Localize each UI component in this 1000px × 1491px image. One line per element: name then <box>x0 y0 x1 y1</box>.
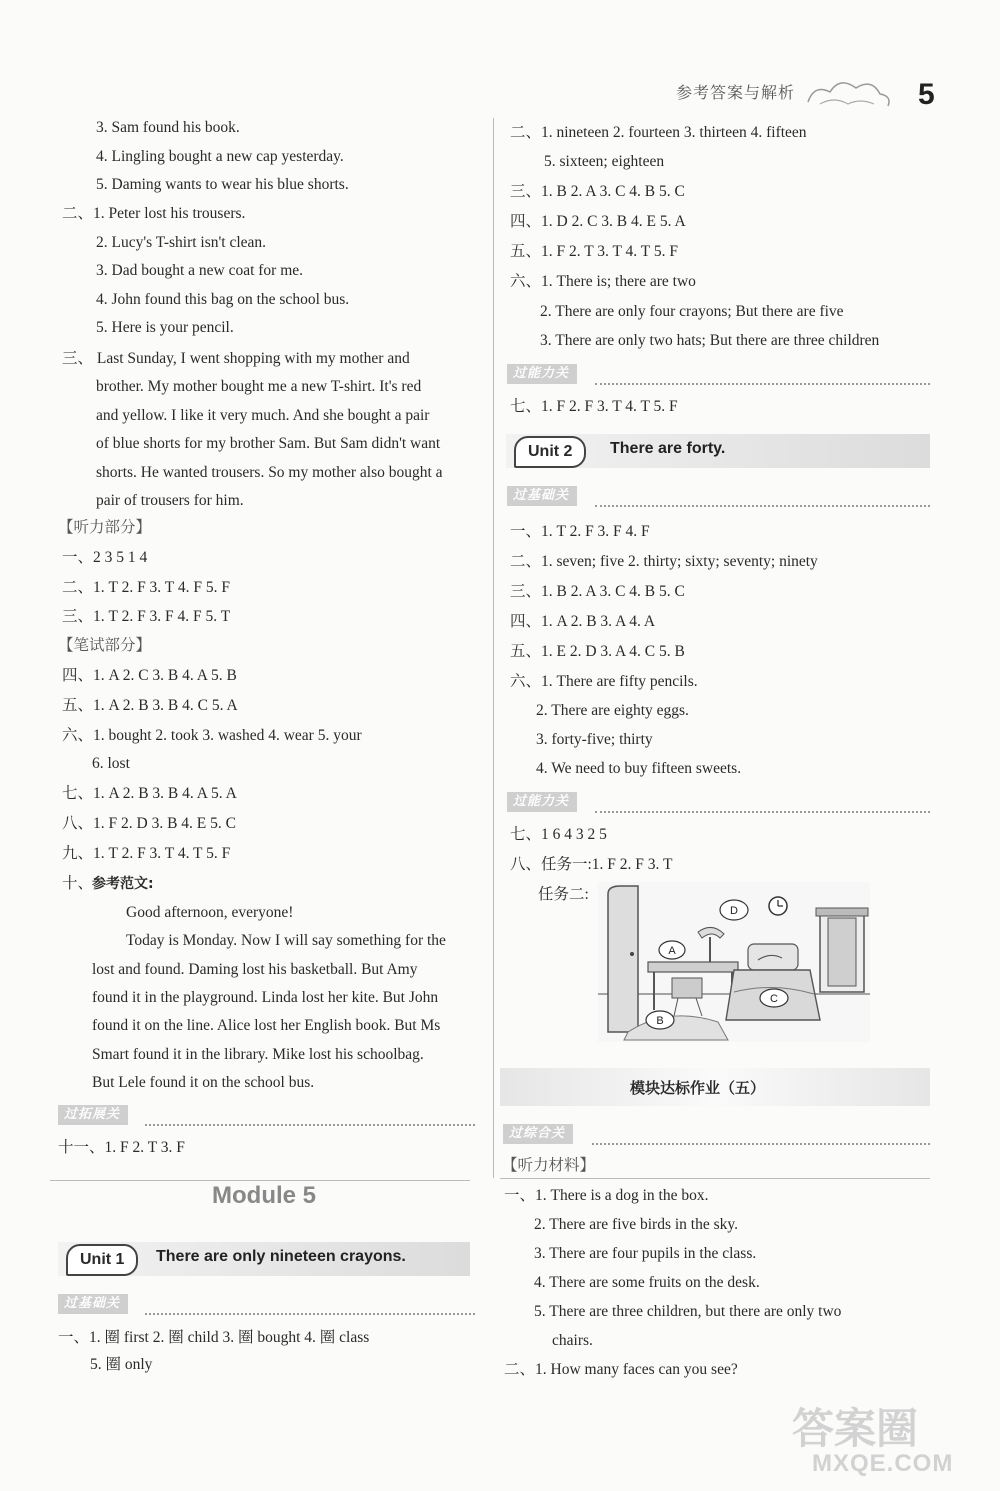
answer-line: 四、1. A 2. C 3. B 4. A 5. B <box>62 667 237 684</box>
badge-comprehensive: 过综合关 <box>503 1124 573 1144</box>
written-section-label: 【笔试部分】 <box>58 637 152 654</box>
answer-line: 二、1. seven; five 2. thirty; sixty; seventy; ninety <box>510 553 818 570</box>
paragraph-line: and yellow. I like it very much. And she bought a pair <box>96 407 430 424</box>
essay-line: Good afternoon, everyone! <box>126 904 294 921</box>
answer-line: 3. There are only two hats; But there are three children <box>540 332 880 349</box>
answer-line: 一、1. T 2. F 3. F 4. F <box>510 523 650 540</box>
answer-line: 三、1. B 2. A 3. C 4. B 5. C <box>510 183 685 200</box>
essay-line: lost and found. Daming lost his basketball. But Amy <box>92 961 418 978</box>
answer-line: 八、任务一:1. F 2. F 3. T <box>510 856 673 873</box>
answer-line: 6. lost <box>92 755 130 772</box>
answer-line: 2. Lucy's T-shirt isn't clean. <box>96 234 267 251</box>
answer-line: 3. Dad bought a new coat for me. <box>96 262 304 279</box>
paragraph-line: shorts. He wanted trousers. So my mother also bought a <box>96 464 443 481</box>
section-number: 十、 <box>62 875 94 892</box>
unit-header <box>58 1242 470 1276</box>
picture-label-c: C <box>770 993 778 1005</box>
answer-line: 一、2 3 5 1 4 <box>62 549 148 566</box>
answer-line: 十一、1. F 2. T 3. F <box>58 1139 185 1156</box>
material-line: 2. There are five birds in the sky. <box>534 1216 739 1233</box>
answer-line: 5. 圈 only <box>90 1356 153 1373</box>
answer-line: 二、1. T 2. F 3. T 4. F 5. F <box>62 579 230 596</box>
answer-line: 五、1. E 2. D 3. A 4. C 5. B <box>510 643 685 660</box>
page-number: 5 <box>918 78 935 111</box>
picture-label-d: D <box>730 905 738 917</box>
answer-line: 五、1. F 2. T 3. T 4. T 5. F <box>510 243 678 260</box>
unit-header <box>506 434 930 468</box>
header-title: 参考答案与解析 <box>676 83 796 102</box>
answer-line: 2. There are only four crayons; But there are five <box>540 303 844 320</box>
material-line: 4. There are some fruits on the desk. <box>534 1274 760 1291</box>
unit-title: There are forty. <box>610 440 726 457</box>
module-test-title: 模块达标作业（五） <box>630 1079 766 1097</box>
answer-line: 四、1. A 2. B 3. A 4. A <box>510 613 656 630</box>
answer-line: 3. forty-five; thirty <box>536 731 653 748</box>
dotted-divider <box>145 1124 475 1126</box>
unit-label: Unit 1 <box>66 1244 138 1276</box>
essay-line: Today is Monday. Now I will say something for the <box>126 932 446 949</box>
cloud-decoration-icon <box>800 72 895 112</box>
answer-line: 二、1. Peter lost his trousers. <box>62 205 246 222</box>
unit-title: There are only nineteen crayons. <box>156 1248 406 1265</box>
answer-line: 3. Sam found his book. <box>96 119 240 136</box>
answer-line: 4. Lingling bought a new cap yesterday. <box>96 148 344 165</box>
material-line: 5. There are three children, but there are only two <box>534 1303 842 1320</box>
answer-line: 八、1. F 2. D 3. B 4. E 5. C <box>62 815 236 832</box>
watermark-logo: 答案圈 <box>792 1405 919 1452</box>
dotted-divider <box>595 811 930 813</box>
divider <box>50 1180 470 1181</box>
picture-label-b: B <box>656 1015 664 1027</box>
module-title: Module 5 <box>212 1182 317 1209</box>
module-test-banner <box>500 1068 930 1106</box>
material-line: chairs. <box>552 1332 593 1349</box>
essay-line: found it in the playground. Linda lost her kite. But John <box>92 989 439 1006</box>
answer-line: 三、1. T 2. F 3. F 4. F 5. T <box>62 608 231 625</box>
material-line: 3. There are four pupils in the class. <box>534 1245 757 1262</box>
picture-label-a: A <box>668 945 676 957</box>
dotted-divider <box>595 383 930 385</box>
bedroom-illustration <box>598 882 870 1042</box>
dotted-divider <box>595 505 930 507</box>
badge-ability: 过能力关 <box>507 364 577 384</box>
listening-section-label: 【听力部分】 <box>58 519 152 536</box>
answer-line: 5. sixteen; eighteen <box>544 153 665 170</box>
material-line: 二、1. How many faces can you see? <box>504 1361 738 1378</box>
essay-line: But Lele found it on the school bus. <box>92 1074 315 1091</box>
divider <box>500 1178 930 1179</box>
listening-material-label: 【听力材料】 <box>502 1157 596 1174</box>
answer-line: 5. Here is your pencil. <box>96 319 234 336</box>
dotted-divider <box>592 1143 930 1145</box>
answer-line: 六、1. There is; there are two <box>510 273 696 290</box>
answer-line: 二、1. nineteen 2. fourteen 3. thirteen 4. fifteen <box>510 124 807 141</box>
answer-line: 七、1. F 2. F 3. T 4. T 5. F <box>510 398 678 415</box>
answer-line: 一、1. 圈 first 2. 圈 child 3. 圈 bought 4. 圈 class <box>58 1329 370 1346</box>
answer-line: 4. John found this bag on the school bus. <box>96 291 350 308</box>
answer-line: 七、1 6 4 3 2 5 <box>510 826 607 843</box>
answer-line: 六、1. bought 2. took 3. washed 4. wear 5. your <box>62 727 362 744</box>
dotted-divider <box>145 1313 475 1315</box>
answer-line: 六、1. There are fifty pencils. <box>510 673 698 690</box>
badge-ability: 过能力关 <box>507 792 577 812</box>
badge-extension: 过拓展关 <box>58 1105 128 1125</box>
answer-line: 三、1. B 2. A 3. C 4. B 5. C <box>510 583 685 600</box>
answer-line: 五、1. A 2. B 3. B 4. C 5. A <box>62 697 238 714</box>
answer-line: 4. We need to buy fifteen sweets. <box>536 760 742 777</box>
answer-line: 2. There are eighty eggs. <box>536 702 689 719</box>
sample-essay-title: 参考范文: <box>92 876 154 892</box>
answer-line: 九、1. T 2. F 3. T 4. T 5. F <box>62 845 231 862</box>
material-line: 一、1. There is a dog in the box. <box>504 1187 709 1204</box>
answer-line: 七、1. A 2. B 3. B 4. A 5. A <box>62 785 237 802</box>
paragraph-line: 三、 Last Sunday, I went shopping with my mother and <box>62 350 410 367</box>
column-divider <box>493 118 494 1178</box>
watermark-url: MXQE.COM <box>812 1450 954 1477</box>
task-label: 任务二: <box>538 886 589 903</box>
paragraph-line: pair of trousers for him. <box>96 492 244 509</box>
unit-label: Unit 2 <box>514 436 586 468</box>
badge-basics: 过基础关 <box>507 486 577 506</box>
answer-line: 四、1. D 2. C 3. B 4. E 5. A <box>510 213 686 230</box>
paragraph-line: brother. My mother bought me a new T-shirt. It's red <box>96 378 422 395</box>
answer-line: 5. Daming wants to wear his blue shorts. <box>96 176 349 193</box>
paragraph-line: of blue shorts for my brother Sam. But Sam didn't want <box>96 435 441 452</box>
badge-basics: 过基础关 <box>58 1294 128 1314</box>
essay-line: found it on the line. Alice lost her English book. But Ms <box>92 1017 441 1034</box>
essay-line: Smart found it in the library. Mike lost his schoolbag. <box>92 1046 424 1063</box>
